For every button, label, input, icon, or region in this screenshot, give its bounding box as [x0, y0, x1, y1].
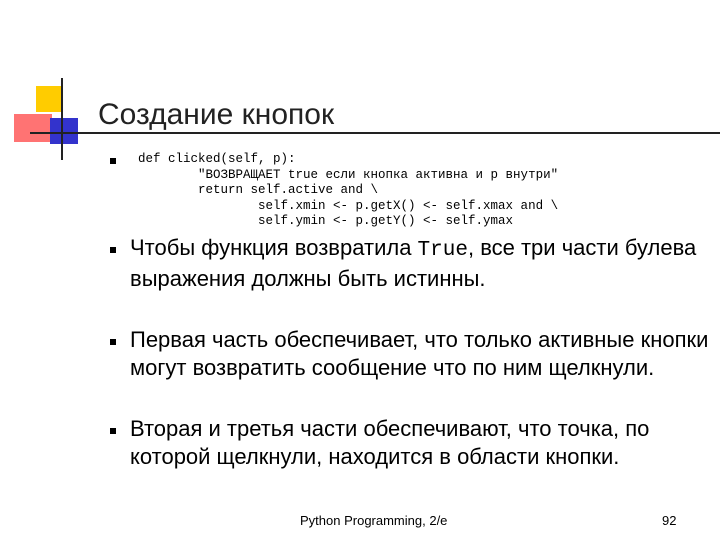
code-block	[138, 152, 558, 230]
bullet-text-part: , все три части булева выражения должны быть истинны.	[130, 235, 697, 291]
decor-blue-square	[50, 118, 78, 144]
decor-vertical-line	[61, 78, 63, 160]
slide-footer: Python Programming, 2/e	[300, 513, 448, 528]
code-line: self.xmin <- p.getX() <- self.xmax and \	[138, 198, 559, 213]
bullet-text	[130, 234, 710, 293]
code-line: return self.active and \	[138, 183, 379, 197]
page-number: 92	[662, 513, 677, 528]
bullet-text: Первая часть обеспечивает, что только активные кнопки могут возвратить сообщение что по ним щелкнули.	[130, 327, 709, 380]
bullet-marker	[110, 247, 116, 253]
bullet-marker	[110, 158, 116, 164]
inline-code: True	[417, 239, 468, 262]
bullet-text-part: Чтобы функция возвратила	[130, 235, 418, 260]
bullet-text: Вторая и третья части обеспечивают, что точка, по которой щелкнули, находится в области кнопки.	[130, 416, 650, 469]
code-line: "ВОЗВРАЩАЕТ true если кнопка активна и p внутри"	[138, 167, 559, 182]
code-line: def clicked(self, p):	[138, 152, 296, 166]
slide-title: Создание кнопок	[98, 98, 335, 131]
code-line: self.ymin <- p.getY() <- self.ymax	[138, 214, 514, 228]
decor-red-square	[14, 114, 52, 142]
decor-horizontal-line	[30, 132, 720, 134]
bullet-marker	[110, 428, 116, 434]
bullet-marker	[110, 339, 116, 345]
decor-yellow-square	[36, 86, 62, 112]
